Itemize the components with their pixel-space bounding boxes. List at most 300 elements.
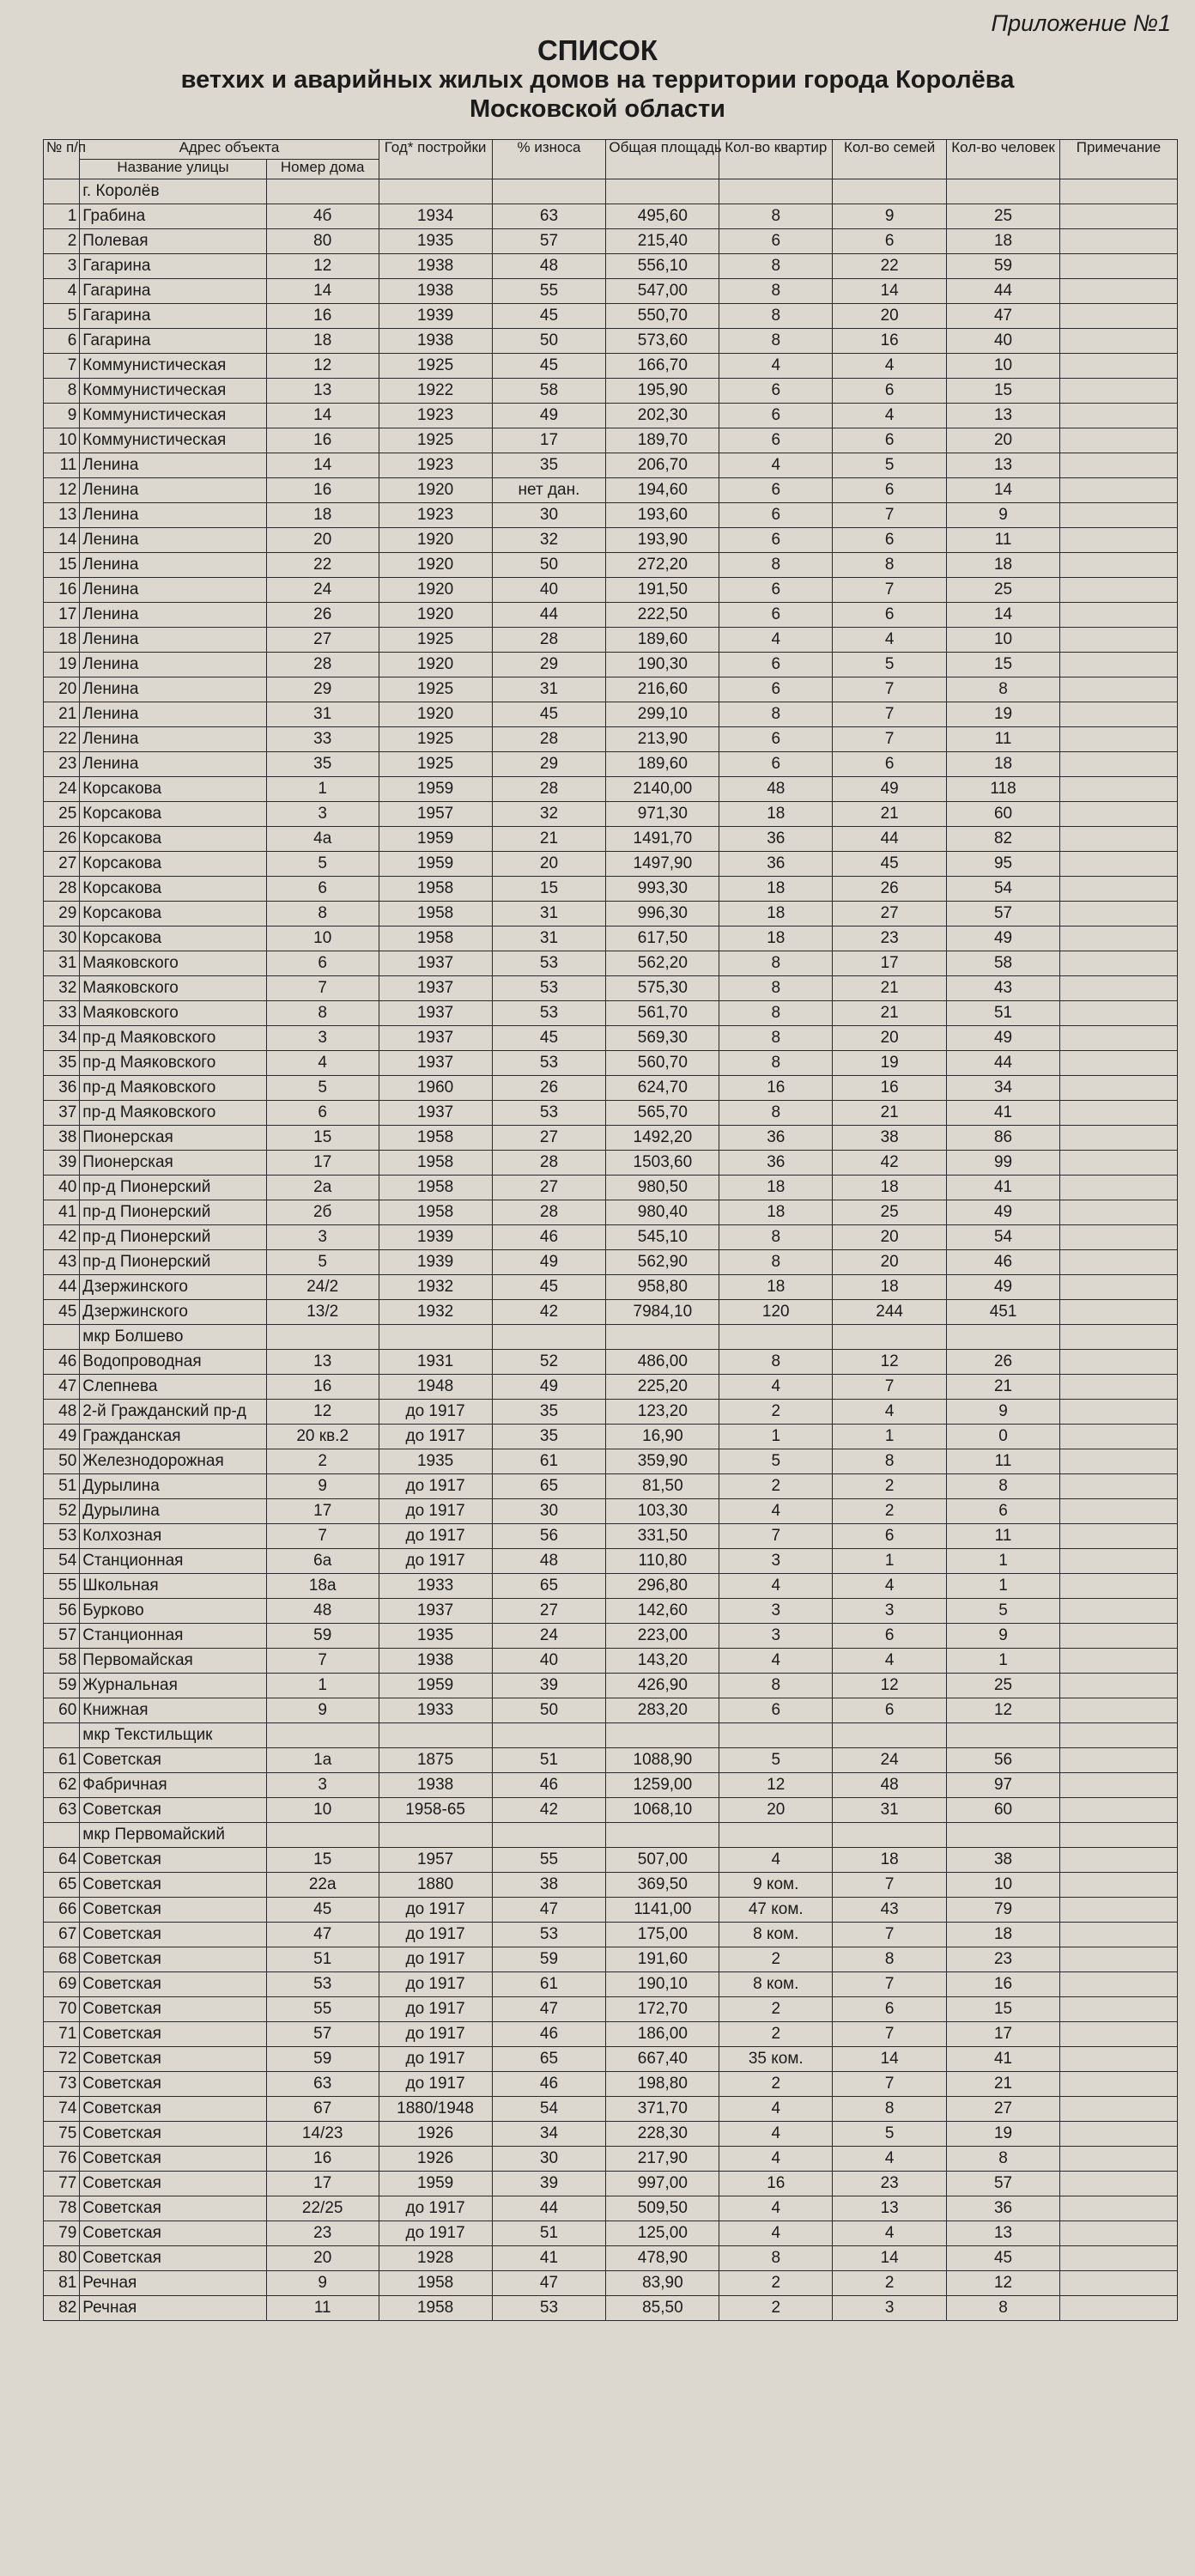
table-cell: 7 [833, 727, 947, 752]
table-cell: 21 [833, 1001, 947, 1026]
table-cell: 8 [833, 1947, 947, 1972]
note-cell [1059, 2072, 1177, 2097]
table-cell: 51 [492, 2221, 606, 2246]
table-cell: 486,00 [606, 1350, 719, 1375]
note-cell [1059, 229, 1177, 254]
table-cell: Ленина [80, 553, 266, 578]
table-cell: 63 [266, 2072, 379, 2097]
table-cell [44, 1325, 80, 1350]
table-cell: 2 [719, 1947, 833, 1972]
table-cell: 44 [492, 2196, 606, 2221]
table-cell: 8 [719, 1051, 833, 1076]
table-cell: 57 [947, 902, 1060, 927]
table-cell: 27 [947, 2097, 1060, 2122]
table-row [44, 254, 1178, 279]
table-cell: 10 [947, 354, 1060, 379]
table-cell: 47 [947, 304, 1060, 329]
table-cell: 2а [266, 1176, 379, 1200]
note-cell [1059, 1549, 1177, 1574]
table-cell: Советская [80, 2246, 266, 2271]
table-cell [833, 1325, 947, 1350]
table-row [44, 702, 1178, 727]
table-cell: Колхозная [80, 1524, 266, 1549]
table-row [44, 279, 1178, 304]
table-cell: 8 [719, 1250, 833, 1275]
table-cell: 48 [492, 1549, 606, 1574]
table-cell [606, 1823, 719, 1848]
table-cell: 52 [44, 1499, 80, 1524]
table-cell: 17 [266, 1499, 379, 1524]
table-row [44, 1449, 1178, 1474]
table-cell: 1958 [379, 2296, 492, 2321]
table-cell: 18 [719, 902, 833, 927]
table-cell: 562,90 [606, 1250, 719, 1275]
table-cell: 61 [492, 1449, 606, 1474]
table-cell: 39 [492, 2172, 606, 2196]
table-cell: до 1917 [379, 2072, 492, 2097]
table-cell: 206,70 [606, 453, 719, 478]
note-cell [1059, 1748, 1177, 1773]
table-cell: 45 [833, 852, 947, 877]
table-cell: 4 [833, 354, 947, 379]
header-families: Кол-во семей [833, 140, 947, 179]
table-cell: до 1917 [379, 1524, 492, 1549]
table-cell: до 1917 [379, 1898, 492, 1923]
note-cell [1059, 2196, 1177, 2221]
table-cell: 6 [719, 752, 833, 777]
table-cell: 4 [719, 2221, 833, 2246]
table-cell: 51 [492, 1748, 606, 1773]
table-cell: 3 [44, 254, 80, 279]
table-cell: 27 [492, 1599, 606, 1624]
table-cell: 1958 [379, 1126, 492, 1151]
table-cell: Коммунистическая [80, 404, 266, 428]
table-cell: 46 [492, 1225, 606, 1250]
table-cell: 7 [833, 503, 947, 528]
table-cell: 49 [833, 777, 947, 802]
table-cell: Советская [80, 2172, 266, 2196]
dilapidated-houses-table [43, 139, 1178, 2321]
table-cell: 1948 [379, 1375, 492, 1400]
table-cell: 1935 [379, 1624, 492, 1649]
table-cell: 26 [44, 827, 80, 852]
table-cell: 6 [719, 503, 833, 528]
table-cell: 36 [719, 852, 833, 877]
table-cell: 2 [833, 1474, 947, 1499]
table-row [44, 677, 1178, 702]
table-cell: 53 [492, 1051, 606, 1076]
table-row [44, 1848, 1178, 1873]
table-cell: 6 [833, 379, 947, 404]
table-cell: 45 [492, 1026, 606, 1051]
table-cell: 1937 [379, 1001, 492, 1026]
note-cell [1059, 1947, 1177, 1972]
table-cell: 63 [44, 1798, 80, 1823]
table-cell: 8 [719, 1001, 833, 1026]
table-cell: Коммунистическая [80, 379, 266, 404]
table-cell: 565,70 [606, 1101, 719, 1126]
table-cell: 1926 [379, 2147, 492, 2172]
table-cell: 16 [947, 1972, 1060, 1997]
table-cell: 6 [719, 727, 833, 752]
table-cell: пр-д Маяковского [80, 1101, 266, 1126]
table-row [44, 1051, 1178, 1076]
table-cell: 20 [719, 1798, 833, 1823]
table-cell: 63 [492, 204, 606, 229]
table-cell: 21 [833, 976, 947, 1001]
table-cell [833, 179, 947, 204]
table-cell: 30 [492, 1499, 606, 1524]
table-cell: 17 [833, 951, 947, 976]
table-cell: 1959 [379, 852, 492, 877]
table-cell: 53 [492, 1923, 606, 1947]
table-cell: 29 [492, 653, 606, 677]
table-cell: 3 [833, 2296, 947, 2321]
table-cell: 1938 [379, 279, 492, 304]
header-people: Кол-во человек [947, 140, 1060, 179]
table-cell: 1а [266, 1748, 379, 1773]
table-cell: 1937 [379, 1026, 492, 1051]
table-cell: 25 [947, 1674, 1060, 1698]
table-cell: 569,30 [606, 1026, 719, 1051]
table-cell: 8 ком. [719, 1972, 833, 1997]
table-cell: Дурылина [80, 1474, 266, 1499]
table-row [44, 2097, 1178, 2122]
table-cell: 166,70 [606, 354, 719, 379]
table-cell: 34 [492, 2122, 606, 2147]
table-cell: 47 [266, 1923, 379, 1947]
table-cell: 6 [833, 528, 947, 553]
note-cell [1059, 578, 1177, 603]
table-cell: 56 [492, 1524, 606, 1549]
table-row [44, 2022, 1178, 2047]
table-row [44, 727, 1178, 752]
table-cell [379, 1325, 492, 1350]
table-cell: 1958 [379, 1176, 492, 1200]
note-cell [1059, 2246, 1177, 2271]
table-cell: 75 [44, 2122, 80, 2147]
table-cell: Коммунистическая [80, 354, 266, 379]
table-cell: 65 [44, 1873, 80, 1898]
note-cell [1059, 304, 1177, 329]
table-cell: 48 [44, 1400, 80, 1425]
table-cell: 4 [719, 2147, 833, 2172]
table-cell: Корсакова [80, 827, 266, 852]
table-cell: Советская [80, 1972, 266, 1997]
table-cell: 7 [833, 578, 947, 603]
table-row [44, 2122, 1178, 2147]
note-cell [1059, 1101, 1177, 1126]
table-cell: 198,80 [606, 2072, 719, 2097]
table-cell: 9 [833, 204, 947, 229]
table-cell: 3 [266, 1225, 379, 1250]
table-cell [492, 1823, 606, 1848]
table-cell: 53 [492, 1001, 606, 1026]
note-cell [1059, 1026, 1177, 1051]
table-row [44, 1176, 1178, 1200]
table-row [44, 1549, 1178, 1574]
table-cell: 81 [44, 2271, 80, 2296]
table-cell: 1939 [379, 304, 492, 329]
table-cell: 55 [44, 1574, 80, 1599]
note-cell [1059, 1848, 1177, 1873]
table-cell: 54 [44, 1549, 80, 1574]
note-cell [1059, 1225, 1177, 1250]
table-cell: 1875 [379, 1748, 492, 1773]
table-cell: 74 [44, 2097, 80, 2122]
table-cell: 8 [719, 1026, 833, 1051]
table-cell: 507,00 [606, 1848, 719, 1873]
table-cell: 18 [266, 329, 379, 354]
table-cell: 47 [492, 1997, 606, 2022]
table-row [44, 379, 1178, 404]
table-cell: 4 [719, 453, 833, 478]
table-cell [266, 1823, 379, 1848]
table-cell: 4б [266, 204, 379, 229]
table-cell: 1 [719, 1425, 833, 1449]
table-cell: 35 ком. [719, 2047, 833, 2072]
table-cell: 3 [719, 1624, 833, 1649]
table-cell: 22 [266, 553, 379, 578]
table-cell: 1922 [379, 379, 492, 404]
table-row [44, 578, 1178, 603]
table-cell: 86 [947, 1126, 1060, 1151]
table-cell: 6 [833, 1997, 947, 2022]
table-cell: 23 [947, 1947, 1060, 1972]
table-cell: до 1917 [379, 1997, 492, 2022]
table-cell: 193,60 [606, 503, 719, 528]
table-cell: 12 [947, 2271, 1060, 2296]
table-cell: 980,50 [606, 1176, 719, 1200]
table-cell: 42 [833, 1151, 947, 1176]
table-row [44, 404, 1178, 428]
table-cell: 2-й Гражданский пр-д [80, 1400, 266, 1425]
table-cell: 46 [492, 2022, 606, 2047]
table-row [44, 877, 1178, 902]
table-cell: 13 [833, 2196, 947, 2221]
table-cell: 2 [719, 1997, 833, 2022]
table-cell: 1933 [379, 1574, 492, 1599]
table-cell: 34 [947, 1076, 1060, 1101]
table-cell: Советская [80, 1898, 266, 1923]
table-cell: 8 [719, 279, 833, 304]
table-cell: 24 [492, 1624, 606, 1649]
table-cell: 1880 [379, 1873, 492, 1898]
table-cell: 28 [492, 1200, 606, 1225]
table-cell: 1958 [379, 1151, 492, 1176]
table-cell: 22 [44, 727, 80, 752]
table-cell: 7 [266, 1524, 379, 1549]
table-cell: 562,20 [606, 951, 719, 976]
table-cell: 561,70 [606, 1001, 719, 1026]
table-cell: 41 [492, 2246, 606, 2271]
note-cell [1059, 1624, 1177, 1649]
table-cell: 42 [492, 1798, 606, 1823]
note-cell [1059, 1574, 1177, 1599]
table-cell: 78 [44, 2196, 80, 2221]
note-cell [1059, 1350, 1177, 1375]
table-cell: 46 [492, 2072, 606, 2097]
table-cell: 6 [719, 603, 833, 628]
table-cell: 13 [266, 379, 379, 404]
table-cell: 6 [266, 877, 379, 902]
table-cell: 65 [492, 1474, 606, 1499]
table-cell: 1939 [379, 1225, 492, 1250]
table-cell: 299,10 [606, 702, 719, 727]
table-row [44, 1898, 1178, 1923]
table-cell: Корсакова [80, 902, 266, 927]
table-row [44, 628, 1178, 653]
table-cell: Гагарина [80, 279, 266, 304]
table-cell: 1926 [379, 2122, 492, 2147]
table-cell [719, 1723, 833, 1748]
table-row [44, 453, 1178, 478]
table-cell: 8 [719, 304, 833, 329]
table-cell: 41 [947, 2047, 1060, 2072]
table-row [44, 1250, 1178, 1275]
table-cell: Коммунистическая [80, 428, 266, 453]
table-cell: 971,30 [606, 802, 719, 827]
table-row [44, 802, 1178, 827]
table-cell: 58 [44, 1649, 80, 1674]
table-cell: 11 [266, 2296, 379, 2321]
table-row [44, 528, 1178, 553]
note-cell [1059, 1649, 1177, 1674]
table-cell: Советская [80, 1873, 266, 1898]
table-row [44, 1300, 1178, 1325]
header-street: Название улицы [80, 160, 266, 179]
table-cell: 82 [44, 2296, 80, 2321]
table-cell: 58 [492, 379, 606, 404]
table-cell: 14 [44, 528, 80, 553]
table-cell: 6 [719, 478, 833, 503]
table-cell: Советская [80, 1923, 266, 1947]
note-cell [1059, 2271, 1177, 2296]
table-cell: 31 [492, 902, 606, 927]
table-cell: 1141,00 [606, 1898, 719, 1923]
table-cell: 6 [833, 229, 947, 254]
section-row [44, 1325, 1178, 1350]
table-cell: 45 [492, 304, 606, 329]
table-cell: 79 [947, 1898, 1060, 1923]
table-cell [492, 179, 606, 204]
table-cell: 997,00 [606, 2172, 719, 2196]
table-cell: 82 [947, 827, 1060, 852]
table-cell: Дзержинского [80, 1275, 266, 1300]
table-cell: 25 [947, 578, 1060, 603]
table-cell: 4 [266, 1051, 379, 1076]
table-cell: 62 [44, 1773, 80, 1798]
table-cell: 6 [833, 1524, 947, 1549]
table-cell: 26 [947, 1350, 1060, 1375]
table-cell: 189,70 [606, 428, 719, 453]
table-cell: 120 [719, 1300, 833, 1325]
table-cell: 36 [44, 1076, 80, 1101]
table-cell: 20 [833, 1225, 947, 1250]
table-cell: 5 [266, 1250, 379, 1275]
table-cell: 16,90 [606, 1425, 719, 1449]
note-cell [1059, 852, 1177, 877]
appendix-label: Приложение №1 [991, 10, 1171, 36]
table-row [44, 329, 1178, 354]
table-row [44, 1923, 1178, 1947]
table-cell: 83,90 [606, 2271, 719, 2296]
note-cell [1059, 453, 1177, 478]
table-cell: 49 [947, 1200, 1060, 1225]
table-cell: 57 [947, 2172, 1060, 2196]
table-cell: Корсакова [80, 777, 266, 802]
table-cell: 12 [833, 1350, 947, 1375]
table-cell: 28 [44, 877, 80, 902]
table-cell: 195,90 [606, 379, 719, 404]
table-cell: 76 [44, 2147, 80, 2172]
note-cell [1059, 404, 1177, 428]
table-cell: 31 [833, 1798, 947, 1823]
table-cell: Корсакова [80, 852, 266, 877]
table-cell: 30 [492, 2147, 606, 2172]
table-row [44, 1698, 1178, 1723]
table-cell: Пионерская [80, 1126, 266, 1151]
table-row [44, 1200, 1178, 1225]
table-row [44, 478, 1178, 503]
table-cell: пр-д Пионерский [80, 1200, 266, 1225]
note-cell [1059, 1001, 1177, 1026]
table-cell: до 1917 [379, 1499, 492, 1524]
table-cell [379, 179, 492, 204]
table-cell: 65 [492, 2047, 606, 2072]
table-cell: 1 [947, 1574, 1060, 1599]
table-cell: 49 [492, 1250, 606, 1275]
table-row [44, 927, 1178, 951]
table-cell: 45 [492, 354, 606, 379]
note-cell [1059, 1524, 1177, 1549]
table-cell: 48 [266, 1599, 379, 1624]
table-cell: 8 [266, 1001, 379, 1026]
table-cell: 20 [833, 304, 947, 329]
table-cell: 3 [266, 802, 379, 827]
table-cell: 451 [947, 1300, 1060, 1325]
table-cell: 223,00 [606, 1624, 719, 1649]
table-cell: 11 [947, 1524, 1060, 1549]
header-row-1 [44, 140, 1178, 160]
table-cell: 16 [833, 1076, 947, 1101]
table-cell: 3 [266, 1026, 379, 1051]
table-cell: Слепнева [80, 1375, 266, 1400]
table-cell: 1880/1948 [379, 2097, 492, 2122]
table-cell: 8 [719, 702, 833, 727]
table-cell: 1938 [379, 1773, 492, 1798]
table-cell: 28 [492, 727, 606, 752]
table-cell: 27 [492, 1126, 606, 1151]
table-cell: 4 [719, 1375, 833, 1400]
table-cell: 50 [44, 1449, 80, 1474]
table-cell: 1923 [379, 503, 492, 528]
table-cell [947, 1723, 1060, 1748]
table-cell: 8 [833, 1449, 947, 1474]
table-row [44, 1076, 1178, 1101]
table-cell: 59 [44, 1674, 80, 1698]
table-cell: 53 [492, 2296, 606, 2321]
table-cell: Советская [80, 1848, 266, 1873]
note-cell [1059, 1300, 1177, 1325]
table-cell: 24 [833, 1748, 947, 1773]
table-cell [44, 179, 80, 204]
table-cell: 25 [833, 1200, 947, 1225]
table-cell: 18 [719, 802, 833, 827]
table-cell: 44 [947, 279, 1060, 304]
table-cell: 667,40 [606, 2047, 719, 2072]
table-cell: 1958 [379, 927, 492, 951]
